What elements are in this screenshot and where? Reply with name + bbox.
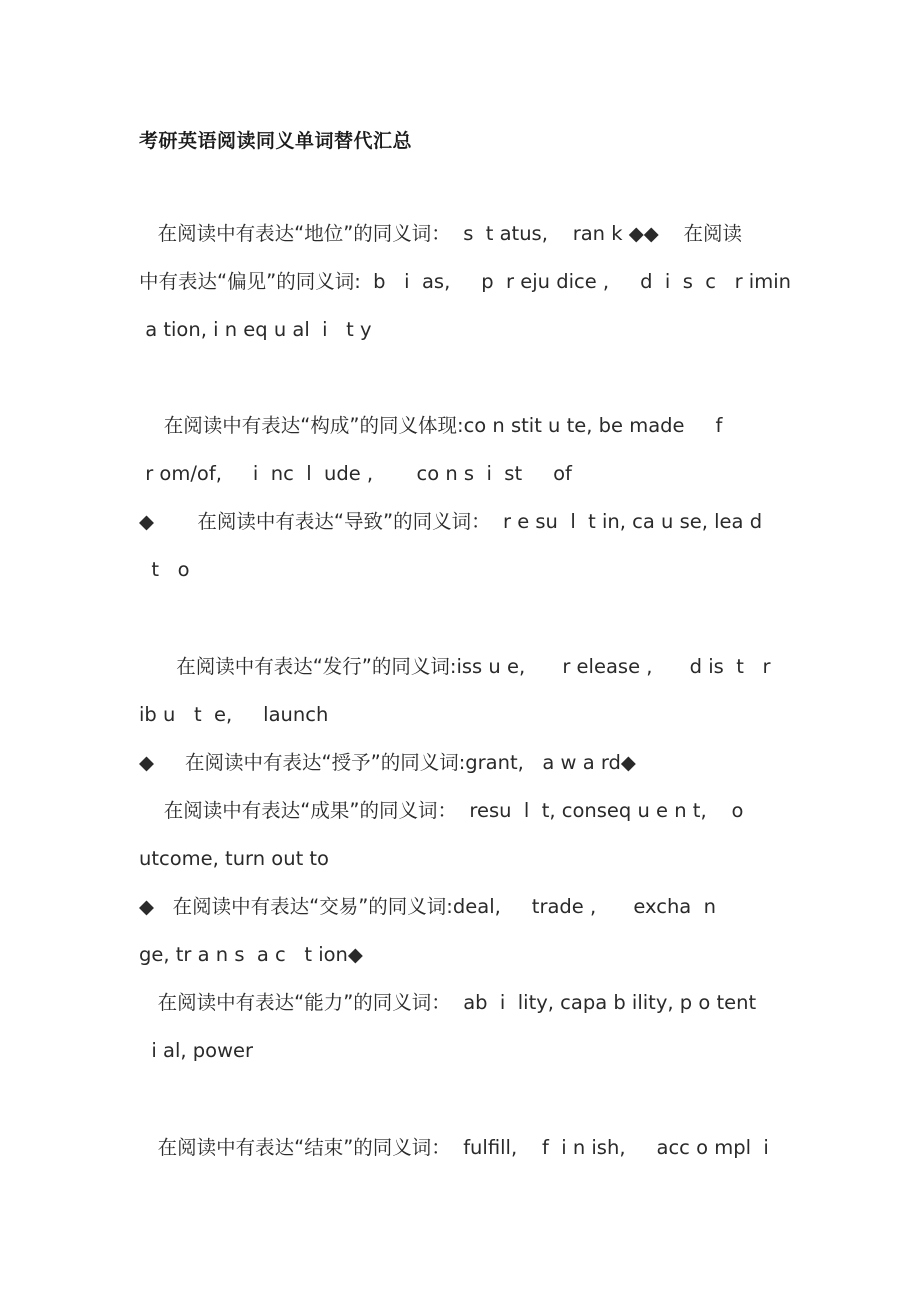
text-line: ◆ 在阅读中有表达“交易”的同义词:deal, trade , excha n — [139, 895, 717, 918]
text-line: 在阅读中有表达“能力”的同义词： ab i lity, capa b ility, p o tent — [139, 991, 757, 1014]
text-line: i al, power — [139, 1039, 254, 1062]
text-line: t o — [139, 558, 190, 581]
text-line: 中有表达“偏见”的同义词: b i as, p r eju dice , d i s c r imin — [139, 270, 791, 293]
text-line: 在阅读中有表达“成果”的同义词： resu l t, conseq u e n t, o — [139, 799, 744, 822]
text-line: ◆ 在阅读中有表达“导致”的同义词： r e su l t in, ca u se, lea d — [139, 510, 763, 533]
text-line: r om/of, i nc l ude , co n s i st of — [139, 462, 572, 485]
text-line: 在阅读中有表达“地位”的同义词： s t atus, ran k ◆◆ 在阅读 — [139, 222, 743, 245]
document-title: 考研英语阅读同义单词替代汇总 — [139, 130, 413, 152]
text-line: 在阅读中有表达“结束”的同义词： fulfill, f i n ish, acc o mpl i — [139, 1136, 769, 1159]
text-line: ib u t e, launch — [139, 703, 329, 726]
text-line: ge, tr a n s a c t ion◆ — [139, 943, 363, 966]
text-line: 在阅读中有表达“构成”的同义体现:co n stit u te, be made f — [139, 414, 723, 437]
text-line: ◆ 在阅读中有表达“授予”的同义词:grant, a w a rd◆ — [139, 751, 636, 774]
text-line: a tion, i n eq u al i t y — [139, 318, 372, 341]
text-line: utcome, turn out to — [139, 847, 329, 870]
text-line: 在阅读中有表达“发行”的同义词:iss u e, r elease , d is t r — [139, 655, 771, 678]
